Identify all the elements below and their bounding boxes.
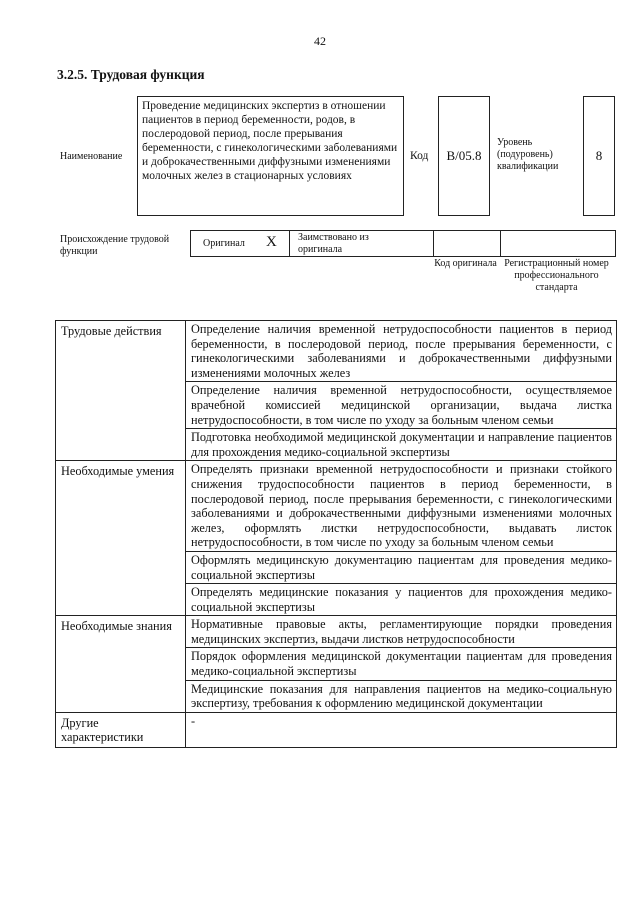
function-name-text: Проведение медицинских экспертиз в отношении пациентов в период беременности, родов, в послеродовой период, после прерывания беременности, с гинекологическими заболеваниями и доброкачественными диффузными изменениями молочных желез в стационарных условиях [142, 100, 398, 182]
row-label: Трудовые действия [56, 321, 186, 461]
table-cell: Оформлять медицинскую документацию пациентам для проведения медико-социальной экспертизы [186, 551, 617, 583]
code-label: Код [410, 150, 429, 162]
table-cell: Нормативные правовые акты, регламентирующие порядки проведения медицинских экспертиз, выдачи листков нетрудоспособности [186, 616, 617, 648]
table-row [56, 616, 617, 648]
qualification-level-value: 8 [595, 148, 603, 163]
code-box [438, 96, 490, 216]
table-row [56, 321, 617, 382]
name-label: Наименование [60, 151, 123, 162]
table-row [56, 461, 617, 552]
table-row [56, 712, 617, 747]
original-code-cell [433, 231, 501, 256]
row-label: Другие характеристики [56, 712, 186, 747]
origin-row [190, 230, 616, 257]
code-value: B/05.8 [446, 148, 482, 163]
table-cell: Определять медицинские показания у пациентов для прохождения медико-социальной экспертизы [186, 584, 617, 616]
origin-label: Происхождение трудовой функции [60, 234, 170, 257]
table-cell: Определять признаки временной нетрудоспособности и признаки стойкого снижения трудоспособности пациентов в период беременности, в послеродовой период, после прерывания беременности, с гинекологическими заболеваниями и доброкачественными диффузными изменениями молочных желез, оформлять листки нетрудоспособности, выдавать листок нетрудоспособности, в том числе по уходу за больным членом семьи [186, 461, 617, 552]
qualification-level-label: Уровень (подуровень) квалификации [497, 137, 559, 172]
qualification-level-box [583, 96, 615, 216]
borrowed-label: Заимствовано из оригинала [298, 232, 369, 255]
function-name-box [137, 96, 404, 216]
row-label: Необходимые знания [56, 616, 186, 713]
table-cell: Определение наличия временной нетрудоспособности, осуществляемое врачебной комиссией медицинской организации, выдача листка нетрудоспособности, в том числе по уходу за больным членом семьи [186, 382, 617, 429]
table-cell: Медицинские показания для направления пациентов на медико-социальную экспертизу, требования к оформлению медицинской документации [186, 680, 617, 712]
original-cell [191, 231, 290, 256]
section-title: 3.2.5. Трудовая функция [57, 67, 205, 82]
row-label: Необходимые умения [56, 461, 186, 616]
table-cell: Определение наличия временной нетрудоспособности пациентов в период беременности, в послеродовой период, после прерывания беременности, с гинекологическими заболеваниями и доброкачественными диффузными изменениями молочных желез [186, 321, 617, 382]
registration-number-cell [500, 231, 615, 256]
table-cell: Порядок оформления медицинской документации пациентам для проведения медико-социальной экспертизы [186, 648, 617, 680]
borrowed-cell [289, 231, 434, 256]
original-label: Оригинал [203, 238, 245, 249]
original-code-caption: Код оригинала [434, 258, 497, 269]
page-number: 42 [314, 34, 326, 48]
function-table [55, 320, 617, 748]
table-cell: - [186, 712, 617, 747]
table-cell: Подготовка необходимой медицинской документации и направление пациентов для прохождения медико-социальной экспертизы [186, 429, 617, 461]
registration-number-caption: Регистрационный номер профессионального стандарта [504, 258, 609, 293]
original-mark: X [266, 234, 277, 250]
